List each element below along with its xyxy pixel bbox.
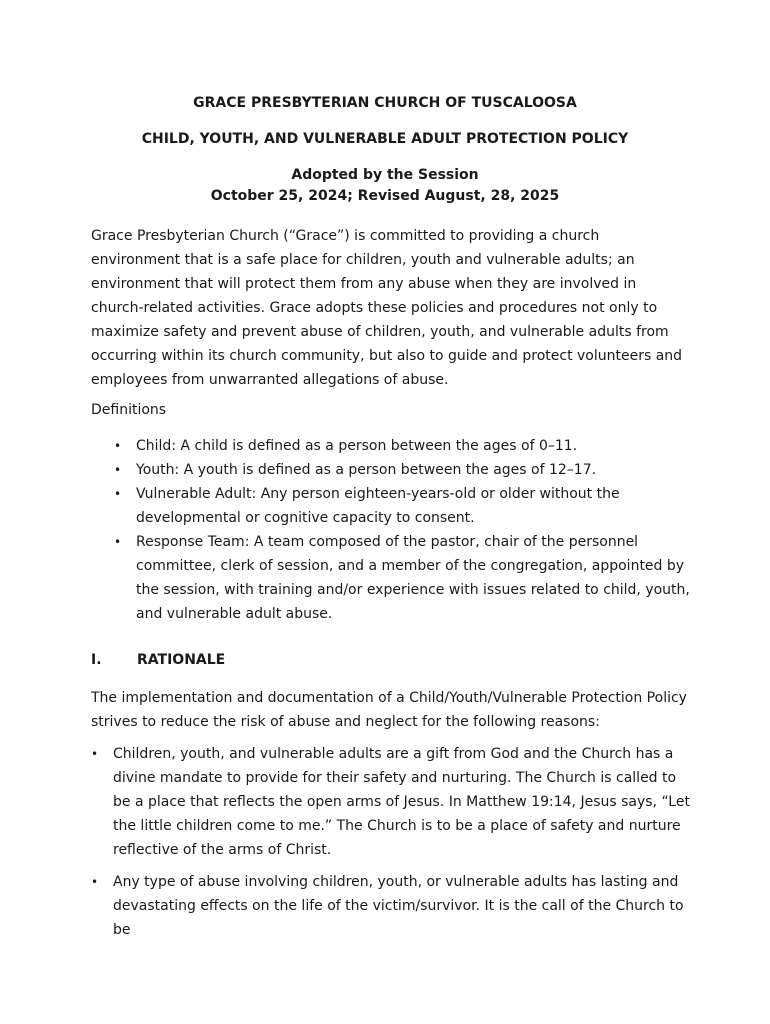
list-item bbox=[91, 742, 691, 862]
intro-paragraph: Grace Presbyterian Church (“Grace”) is committed to providing a church environment that is a safe place for children, youth and vulnerable adults; an environment that will protect them from any abuse when they are involved in church-related activities. Grace adopts these policies and procedures not only to maximize safety and prevent abuse of children, youth, and vulnerable adults from occurring within its church community, but also to guide and protect volunteers and employees from unwarranted allegations of abuse. bbox=[91, 228, 683, 388]
adoption-info bbox=[0, 165, 770, 207]
definition-youth: Youth: A youth is defined as a person between the ages of 12–17. bbox=[136, 462, 597, 478]
list-item bbox=[91, 458, 691, 482]
definition-child: Child: A child is defined as a person between the ages of 0–11. bbox=[136, 438, 578, 454]
bullet-icon: • bbox=[114, 535, 122, 549]
bullet-icon: • bbox=[91, 875, 99, 889]
bullet-icon: • bbox=[114, 463, 122, 477]
bullet-icon: • bbox=[91, 747, 99, 761]
list-item bbox=[91, 530, 691, 626]
policy-title: CHILD, YOUTH, AND VULNERABLE ADULT PROTECTION POLICY bbox=[141, 131, 629, 147]
bullet-icon: • bbox=[114, 439, 122, 453]
definitions-label: Definitions bbox=[91, 402, 167, 418]
section-number: I. bbox=[91, 652, 102, 668]
rationale-item: Any type of abuse involving children, youth, or vulnerable adults has lasting and devastating effects on the life of the victim/survivor. It is the call of the Church to be bbox=[113, 874, 684, 938]
list-item bbox=[91, 482, 691, 530]
definition-vulnerable-adult: Vulnerable Adult: Any person eighteen-years-old or older without the developmental or cognitive capacity to consent. bbox=[136, 486, 620, 526]
definitions-list bbox=[91, 434, 691, 626]
rationale-intro: The implementation and documentation of a Child/Youth/Vulnerable Protection Policy strives to reduce the risk of abuse and neglect for the following reasons: bbox=[91, 690, 687, 730]
church-title: GRACE PRESBYTERIAN CHURCH OF TUSCALOOSA bbox=[193, 95, 577, 111]
rationale-item: Children, youth, and vulnerable adults are a gift from God and the Church has a divine mandate to provide for their safety and nurturing. The Church is called to be a place that reflects the open arms of Jesus. In Matthew 19:14, Jesus says, “Let the little children come to me.” The Church is to be a place of safety and nurture reflective of the arms of Christ. bbox=[113, 746, 690, 858]
list-item bbox=[91, 434, 691, 458]
section-heading bbox=[91, 652, 225, 668]
section-title: RATIONALE bbox=[137, 652, 226, 668]
definition-response-team: Response Team: A team composed of the pastor, chair of the personnel committee, clerk of session, and a member of the congregation, appointed by the session, with training and/or experience with issues related to child, youth, and vulnerable adult abuse. bbox=[136, 534, 690, 622]
adopted-line: Adopted by the Session bbox=[291, 167, 479, 183]
rationale-list bbox=[91, 742, 691, 950]
dates-line: October 25, 2024; Revised August, 28, 2025 bbox=[210, 188, 560, 204]
list-item bbox=[91, 870, 691, 942]
bullet-icon: • bbox=[114, 487, 122, 501]
